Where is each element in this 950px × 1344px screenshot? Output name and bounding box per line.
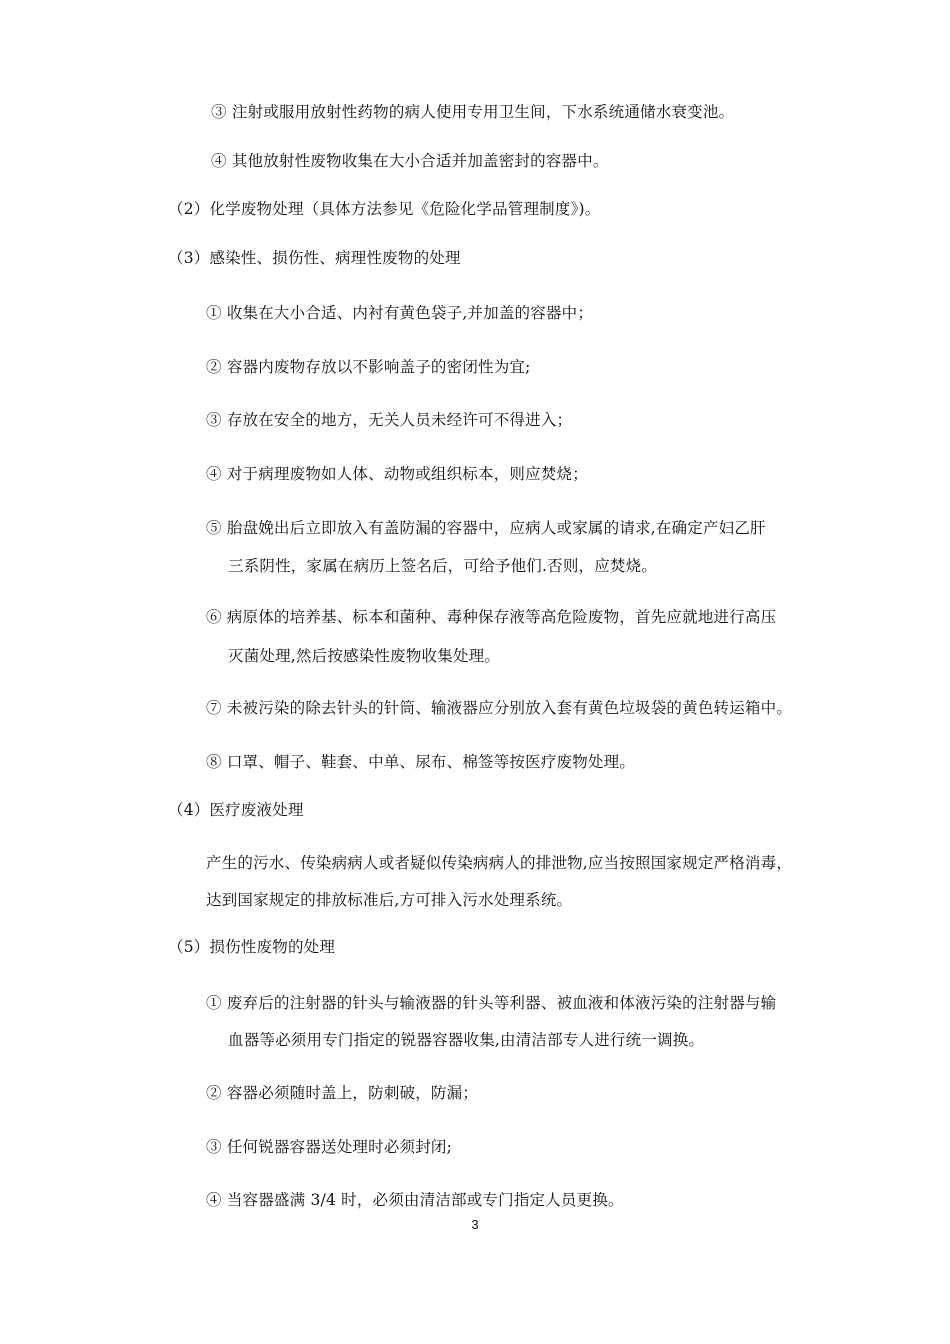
section-heading: （4）医疗废液处理 — [168, 801, 304, 819]
text-line: ② 容器内废物存放以不影响盖子的密闭性为宜; — [206, 358, 531, 376]
text-line: ① 废弃后的注射器的针头与输液器的针头等利器、被血液和体液污染的注射器与输 — [206, 994, 777, 1012]
text-line: ⑦ 未被污染的除去针头的针筒、输液器应分别放入套有黄色垃圾袋的黄色转运箱中。 — [206, 699, 793, 717]
text-line: ⑥ 病原体的培养基、标本和菌种、毒种保存液等高危险废物，首先应就地进行高压 — [206, 608, 777, 626]
text-line: ③ 存放在安全的地方，无关人员未经许可不得进入； — [206, 411, 573, 429]
text-line: ① 收集在大小合适、内衬有黄色袋子,并加盖的容器中； — [206, 304, 594, 322]
text-line: ④ 当容器盛满 3/4 时，必须由清洁部或专门指定人员更换。 — [206, 1191, 624, 1209]
text-line: ③ 任何锐器容器送处理时必须封闭; — [206, 1138, 453, 1156]
text-line: 达到国家规定的排放标准后,方可排入污水处理系统。 — [206, 891, 573, 909]
text-line: ③ 注射或服用放射性药物的病人使用专用卫生间，下水系统通储水衰变池。 — [211, 103, 735, 121]
text-line: ⑧ 口罩、帽子、鞋套、中单、尿布、棉签等按医疗废物处理。 — [206, 753, 636, 771]
section-heading: （2）化学废物处理（具体方法参见《危险化学品管理制度》)。 — [168, 200, 601, 218]
section-heading: （3）感染性、损伤性、病理性废物的处理 — [168, 249, 461, 267]
text-line: ④ 其他放射性废物收集在大小合适并加盖密封的容器中。 — [211, 152, 609, 170]
text-line: ⑤ 胎盘娩出后立即放入有盖防漏的容器中，应病人或家属的请求,在确定产妇乙肝 — [206, 519, 766, 537]
text-line: ④ 对于病理废物如人体、动物或组织标本，则应焚烧； — [206, 465, 588, 483]
text-line: 血器等必须用专门指定的锐器容器收集,由清洁部专人进行统一调换。 — [228, 1031, 705, 1049]
text-line: 产生的污水、传染病病人或者疑似传染病病人的排泄物,应当按照国家规定严格消毒， — [206, 854, 793, 872]
text-line: 三系阴性，家属在病历上签名后，可给予他们.否则，应焚烧。 — [228, 557, 658, 575]
page-number: 3 — [471, 1217, 479, 1232]
section-heading: （5）损伤性废物的处理 — [168, 938, 336, 956]
text-line: 灭菌处理,然后按感染性废物收集处理。 — [228, 647, 501, 665]
text-line: ② 容器必须随时盖上，防刺破，防漏； — [206, 1084, 479, 1102]
